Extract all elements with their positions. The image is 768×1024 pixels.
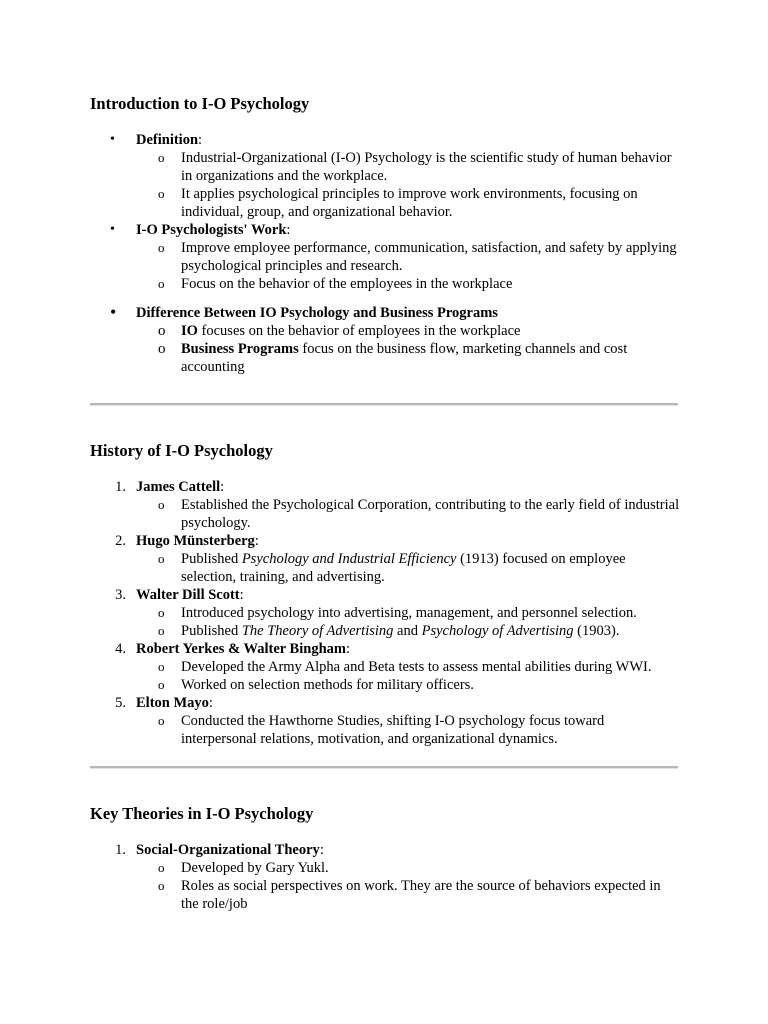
- book-title: Psychology of Advertising: [421, 623, 574, 639]
- list-number: 1.: [115, 842, 126, 858]
- list-item-difference: [90, 304, 680, 376]
- bullet-marker: •: [110, 302, 117, 322]
- history-sublist: [136, 550, 680, 586]
- sub-bullet-marker: o: [158, 240, 165, 255]
- list-item: o IO focuses on the behavior of employees in the workplace: [158, 323, 521, 339]
- list-item: o Introduced psychology into advertising, management, and personnel selection.: [158, 605, 637, 621]
- list-item-work: • I-O Psychologists' Work: o Improve employee performance, communication, satisfaction, and safety by applying psychological principles and research. o Focus on the behavior of the employees in the workplace: [90, 221, 680, 293]
- sub-bullet-marker: o: [158, 551, 165, 566]
- list-number: 4.: [115, 641, 126, 657]
- theory-sublist: [136, 859, 680, 913]
- person-name: James Cattell: [136, 479, 221, 495]
- sub-bullet-marker: o: [158, 659, 165, 674]
- list-number: 2.: [115, 533, 126, 549]
- difference-term: Difference Between IO Psychology and Business Programs: [136, 305, 498, 321]
- list-item-definition: • Definition: o Industrial-Organizational (I-O) Psychology is the scientific study of human behavior in organizations and the workplace. o It applies psychological principles to improve work environments, focusing on individual, group, and organizational behavior.: [90, 131, 680, 221]
- list-item: o Published Psychology and Industrial Efficiency (1913) focused on employee selection, training, and advertising.: [158, 551, 626, 585]
- sub-bullet-marker: o: [158, 713, 165, 728]
- intro-heading: Introduction to I-O Psychology: [90, 94, 310, 113]
- work-term: I-O Psychologists' Work: [136, 222, 287, 238]
- history-heading: History of I-O Psychology: [90, 441, 273, 460]
- list-item: o It applies psychological principles to improve work environments, focusing on individual, group, and organizational behavior.: [158, 186, 638, 220]
- history-item: 2. Hugo Münsterberg: o Published Psychology and Industrial Efficiency (1913) focused on employee selection, training, and advertising.: [90, 532, 680, 586]
- history-item: 3. Walter Dill Scott: o Introduced psychology into advertising, management, and personnel selection. o Published The Theory of Advertising and Psychology of Advertising (1903).: [90, 586, 680, 640]
- sub-bullet-marker: o: [158, 860, 165, 875]
- sub-bullet-marker: o: [158, 341, 166, 357]
- person-name: Robert Yerkes & Walter Bingham: [136, 641, 346, 657]
- list-number: 1.: [115, 479, 126, 495]
- sub-bullet-marker: o: [158, 677, 165, 692]
- list-item: o Improve employee performance, communication, satisfaction, and safety by applying psychological principles and research.: [158, 240, 677, 274]
- work-sublist: [136, 239, 680, 293]
- history-list: [90, 478, 680, 748]
- difference-sublist: [136, 322, 680, 376]
- theories-list: [90, 841, 680, 913]
- person-name: Walter Dill Scott: [136, 587, 240, 603]
- sub-bullet-marker: o: [158, 276, 165, 291]
- list-number: 3.: [115, 587, 126, 603]
- definition-sublist: [136, 149, 680, 221]
- list-item: o Roles as social perspectives on work. They are the source of behaviors expected in the role/job: [158, 878, 661, 912]
- list-item: o Focus on the behavior of the employees in the workplace: [158, 276, 513, 292]
- book-title: The Theory of Advertising: [241, 623, 394, 639]
- history-sublist: [136, 496, 680, 532]
- definition-term: Definition: [136, 132, 199, 148]
- list-item: o Business Programs focus on the business flow, marketing channels and cost accounting: [158, 341, 628, 375]
- sub-bullet-marker: o: [158, 605, 165, 620]
- intro-section: [90, 94, 680, 376]
- person-name: Elton Mayo: [136, 695, 209, 711]
- theories-heading: Key Theories in I-O Psychology: [90, 804, 314, 823]
- theory-item: 1. Social-Organizational Theory: o Developed by Gary Yukl. o Roles as social perspectives on work. They are the source of behaviors expected in the role/job: [90, 841, 680, 913]
- spacer: [90, 293, 680, 304]
- list-item: o Conducted the Hawthorne Studies, shifting I-O psychology focus toward interpersonal relations, motivation, and organizational dynamics.: [158, 713, 605, 747]
- list-item: o Industrial-Organizational (I-O) Psychology is the scientific study of human behavior in organizations and the workplace.: [158, 150, 672, 184]
- bullet-marker: •: [110, 132, 115, 147]
- sub-bullet-marker: o: [158, 878, 165, 893]
- history-item: 4. Robert Yerkes & Walter Bingham: o Developed the Army Alpha and Beta tests to assess mental abilities during WWI. o Worked on selection methods for military officers.: [90, 640, 680, 694]
- person-name: Hugo Münsterberg: [136, 533, 255, 549]
- theory-name: Social-Organizational Theory: [136, 842, 320, 858]
- list-item: o Developed by Gary Yukl.: [158, 860, 329, 876]
- bullet-marker: •: [110, 222, 115, 237]
- list-number: 5.: [115, 695, 126, 711]
- difference-list: [90, 304, 680, 376]
- sub-bullet-marker: o: [158, 186, 165, 201]
- sub-bullet-marker: o: [158, 323, 166, 339]
- history-item: 1. James Cattell: o Established the Psychological Corporation, contributing to the early field of industrial psychology.: [90, 478, 680, 532]
- horizontal-rule: [90, 403, 678, 406]
- sub-bullet-marker: o: [158, 497, 165, 512]
- theories-section: [90, 804, 680, 913]
- book-title: Psychology and Industrial Efficiency: [241, 551, 457, 567]
- horizontal-rule: [90, 766, 678, 769]
- list-item: o Worked on selection methods for military officers.: [158, 677, 474, 693]
- history-sublist: [136, 658, 680, 694]
- list-item: o Developed the Army Alpha and Beta tests to assess mental abilities during WWI.: [158, 659, 652, 675]
- history-section: [90, 441, 680, 748]
- list-item: o Published The Theory of Advertising and Psychology of Advertising (1903).: [158, 623, 620, 639]
- list-item: o Established the Psychological Corporation, contributing to the early field of industrial psychology.: [158, 497, 680, 531]
- history-sublist: [136, 604, 680, 640]
- history-item: 5. Elton Mayo: o Conducted the Hawthorne Studies, shifting I-O psychology focus toward interpersonal relations, motivation, and organizational dynamics.: [90, 694, 680, 748]
- sub-bullet-marker: o: [158, 150, 165, 165]
- history-sublist: [136, 712, 680, 748]
- sub-bullet-marker: o: [158, 623, 165, 638]
- intro-list: [90, 131, 680, 293]
